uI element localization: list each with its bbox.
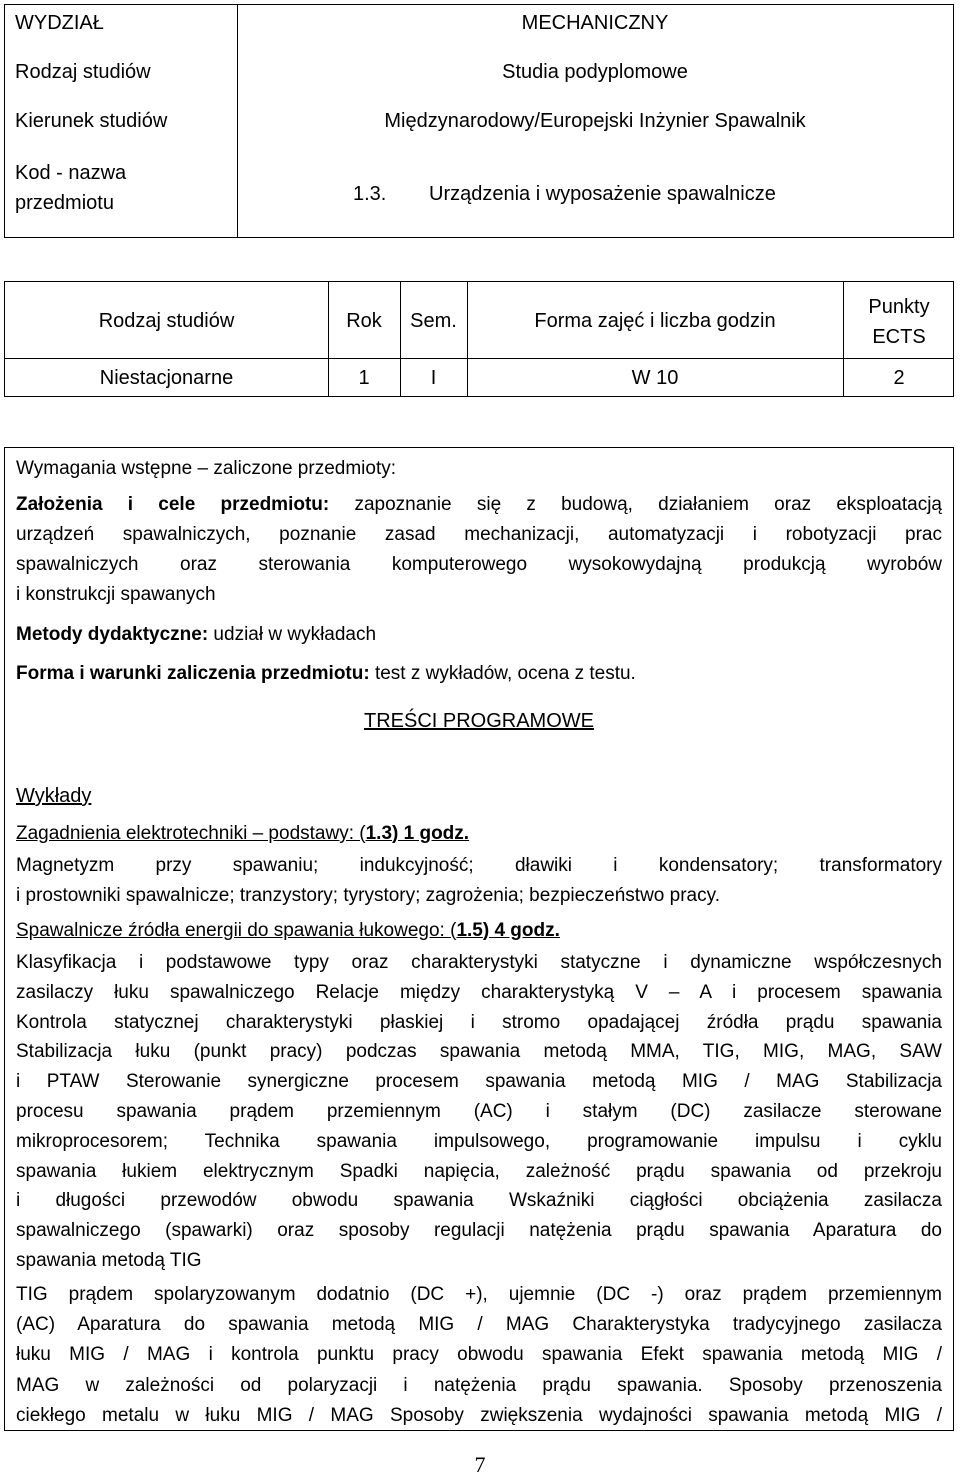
page-number: 7	[474, 1452, 486, 1477]
header-year: Rok	[346, 310, 382, 332]
paragraph-line: i długości przewodów obwodu spawania Wskaźniki ciągłości obciążenia zasilacza	[16, 1190, 942, 1212]
course-name: Urządzenia i wyposażenie spawalnicze	[429, 183, 776, 205]
paragraph-line: MAG w zależności od polaryzacji i natężenia prądu spawania. Sposoby przenoszenia	[16, 1374, 942, 1396]
course-code-label-line2: przedmiotu	[15, 192, 114, 214]
methods-text: udział w wykładach	[208, 624, 377, 645]
topic-1-line: Magnetyzm przy spawaniu; indukcyjność; dławiki i kondensatory; transformatory	[16, 855, 942, 876]
assessment-text: test z wykładów, ocena z testu.	[369, 663, 636, 684]
header-semester: Sem.	[410, 310, 457, 332]
paragraph-line: łuku MIG / MAG i kontrola punktu pracy obwodu spawania Efekt spawania metodą MIG /	[16, 1344, 942, 1366]
paragraph-line: (AC) Aparatura do spawania metodą MIG / MAG Charakterystyka tradycyjnego zasilacza	[16, 1314, 942, 1336]
goals-line-1	[16, 490, 942, 520]
paragraph-line: spawalniczego (spawarki) oraz sposoby regulacji natężenia prądu spawania Aparatura do	[16, 1220, 942, 1242]
course-info-table	[4, 4, 954, 238]
paragraph-line: procesu spawania prądem przemiennym (AC) i stałym (DC) zasilacze sterowane	[16, 1101, 942, 1122]
table-divider	[5, 358, 953, 359]
prerequisites: Wymagania wstępne – zaliczone przedmioty:	[16, 458, 397, 479]
study-type-label: Rodzaj studiów	[15, 61, 151, 83]
cell-ects: 2	[893, 367, 905, 389]
paragraph-line: spawania łukiem elektrycznym Spadki napięcia, zależność prądu spawania od przekroju	[16, 1160, 942, 1182]
topic-2-title-text: Spawalnicze źródła energii do spawania łukowego: (	[16, 920, 457, 941]
cell-study-type: Niestacjonarne	[99, 367, 234, 389]
paragraph-line: zasilaczy łuku spawalniczego Relacje między charakterystyką V – A i procesem spawania	[16, 981, 942, 1003]
schedule-table	[4, 281, 954, 397]
header-ects-line1: Punkty	[868, 296, 930, 318]
assessment-label: Forma i warunki zaliczenia przedmiotu:	[16, 663, 370, 684]
methods-label: Metody dydaktyczne:	[16, 624, 209, 645]
assessment	[16, 659, 942, 689]
goals-line: spawalniczych oraz sterowania komputerowego wysokowydajną produkcją wyrobów	[16, 554, 942, 575]
field-of-study-value: Międzynarodowy/Europejski Inżynier Spawalnik	[384, 110, 806, 132]
faculty-label: WYDZIAŁ	[15, 12, 104, 34]
paragraph-line: spawania metodą TIG	[16, 1250, 202, 1271]
topic-1-title	[16, 819, 942, 849]
topic-1-hours: ) 1 godz.	[392, 823, 470, 844]
goals-label: Założenia i cele przedmiotu:	[16, 494, 330, 515]
course-code-number: 1.3.	[353, 183, 387, 205]
study-type-value: Studia podyplomowe	[502, 61, 688, 83]
topic-2-title	[16, 916, 942, 946]
methods	[16, 620, 942, 650]
cell-year: 1	[358, 367, 370, 389]
topic-1-line: i prostowniki spawalnicze; tranzystory; tyrystory; zagrożenia; bezpieczeństwo pracy.	[16, 885, 720, 906]
topic-1-code: 1.3	[365, 823, 393, 844]
cell-semester: I	[430, 367, 437, 389]
paragraph-line: Stabilizacja łuku (punkt pracy) podczas spawania metodą MMA, TIG, MIG, MAG, SAW	[16, 1041, 942, 1063]
lectures-heading: Wykłady	[16, 785, 92, 807]
goals-line: i konstrukcji spawanych	[16, 584, 216, 605]
field-of-study-label: Kierunek studiów	[15, 110, 168, 132]
header-ects-line2: ECTS	[872, 326, 926, 348]
goals-line: urządzeń spawalniczych, poznanie zasad mechanizacji, automatyzacji i robotyzacji prac	[16, 524, 942, 545]
topic-2-hours: ) 4 godz.	[482, 920, 560, 941]
header-study-type: Rodzaj studiów	[98, 310, 235, 332]
header-form-hours: Forma zajęć i liczba godzin	[534, 310, 776, 332]
paragraph-line: mikroprocesorem; Technika spawania impulsowego, programowanie impulsu i cyklu	[16, 1130, 942, 1152]
paragraph-line: Klasyfikacja i podstawowe typy oraz charakterystyki statyczne i dynamiczne współczesnych	[16, 952, 942, 973]
course-description-box	[4, 447, 954, 1431]
paragraph-line: ciekłego metalu w łuku MIG / MAG Sposoby zwiększenia wydajności spawania metodą MIG /	[16, 1404, 942, 1426]
topic-1-title-text: Zagadnienia elektrotechniki – podstawy: (	[16, 823, 366, 844]
paragraph-line: TIG prądem spolaryzowanym dodatnio (DC +), ujemnie (DC -) oraz prądem przemiennym	[16, 1284, 942, 1305]
program-heading: TREŚCI PROGRAMOWE	[363, 710, 594, 732]
course-code-label-line1: Kod - nazwa	[15, 162, 127, 184]
cell-form-hours: W 10	[631, 367, 679, 389]
topic-2-code: 1.5	[456, 920, 483, 941]
faculty-value: MECHANICZNY	[521, 12, 669, 34]
paragraph-line: Kontrola statycznej charakterystyki płaskiej i stromo opadającej źródła prądu spawania	[16, 1011, 942, 1033]
goals-text: zapoznanie się z budową, działaniem oraz eksploatacją	[329, 494, 942, 515]
paragraph-line: i PTAW Sterowanie synergiczne procesem spawania metodą MIG / MAG Stabilizacja	[16, 1071, 942, 1093]
